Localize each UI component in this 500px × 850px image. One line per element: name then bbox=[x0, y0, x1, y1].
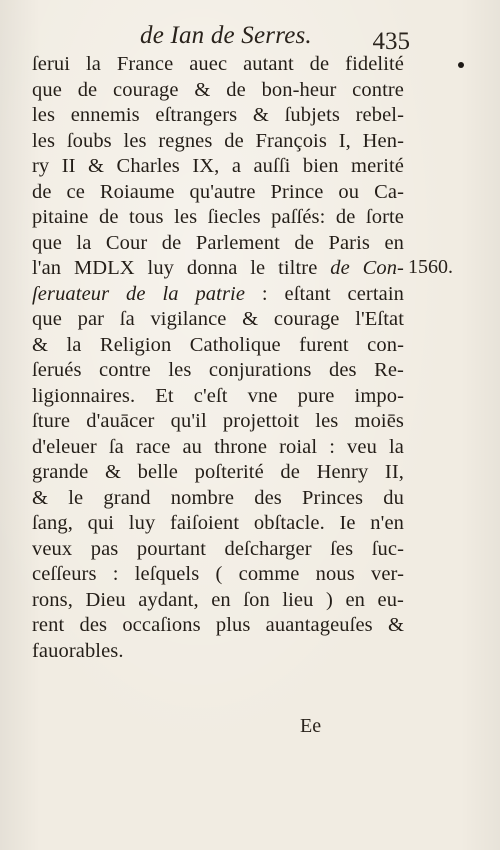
text-line: que de courage & de bon-heur contre bbox=[32, 78, 404, 101]
text-line: & la Religion Catholique furent con- bbox=[32, 333, 404, 356]
text-line: rons, Dieu aydant, en ſon lieu ) en eu- bbox=[32, 588, 404, 611]
text-line: ſerui la France auec autant de fidelité bbox=[32, 53, 404, 75]
text-line: ſerués contre les conjurations des Re- bbox=[32, 359, 404, 381]
text-line: & le grand nombre des Princes du bbox=[32, 486, 404, 509]
text-line: grande & belle poſterité de Henry II, bbox=[32, 461, 404, 483]
body-text bbox=[32, 52, 404, 664]
text-line: veux pas pourtant deſcharger ſes ſuc- bbox=[32, 537, 404, 560]
text-line-part: : eſtant certain bbox=[245, 282, 404, 305]
text-line: de ce Roiaume qu'autre Prince ou Ca- bbox=[32, 180, 404, 203]
page-header bbox=[140, 20, 410, 56]
text-line: ſture d'auācer qu'il projettoit les moiēs bbox=[32, 410, 404, 432]
text-line: ligionnaires. Et c'eſt vne pure impo- bbox=[32, 384, 404, 407]
text-line: fauorables. bbox=[32, 639, 124, 662]
text-line: rent des occaſions plus auantageuſes & bbox=[32, 614, 404, 636]
text-line bbox=[32, 282, 404, 308]
text-line: les ennemis eſtrangers & ſubjets rebel- bbox=[32, 104, 404, 126]
ink-spot bbox=[458, 62, 464, 68]
page-number: 435 bbox=[372, 28, 410, 55]
text-line: ſang, qui luy faiſoient obſtacle. Ie n'en bbox=[32, 512, 404, 534]
text-line: ceſſeurs : leſquels ( comme nous ver- bbox=[32, 563, 404, 585]
italic-phrase: de Con- bbox=[330, 257, 404, 279]
running-title: de Ian de Serres. bbox=[140, 22, 312, 49]
text-line: pitaine de tous les ſiecles paſſés: de ſorte bbox=[32, 206, 404, 228]
margin-year-note: 1560. bbox=[408, 256, 453, 278]
text-line: que par ſa vigilance & courage l'Eſtat bbox=[32, 308, 404, 330]
catchword: Ee bbox=[300, 715, 322, 737]
text-line: ry II & Charles IX, a auſſi bien merité bbox=[32, 155, 404, 177]
text-line-part: l'an MDLX luy donna le tiltre bbox=[32, 257, 318, 279]
text-line bbox=[32, 256, 404, 282]
text-line: les ſoubs les regnes de François I, Hen- bbox=[32, 129, 404, 152]
text-line: que la Cour de Parlement de Paris en bbox=[32, 231, 404, 254]
italic-phrase: ſeruateur de la patrie bbox=[32, 282, 246, 305]
text-line: d'eleuer ſa race au throne roial : veu la bbox=[32, 435, 404, 458]
